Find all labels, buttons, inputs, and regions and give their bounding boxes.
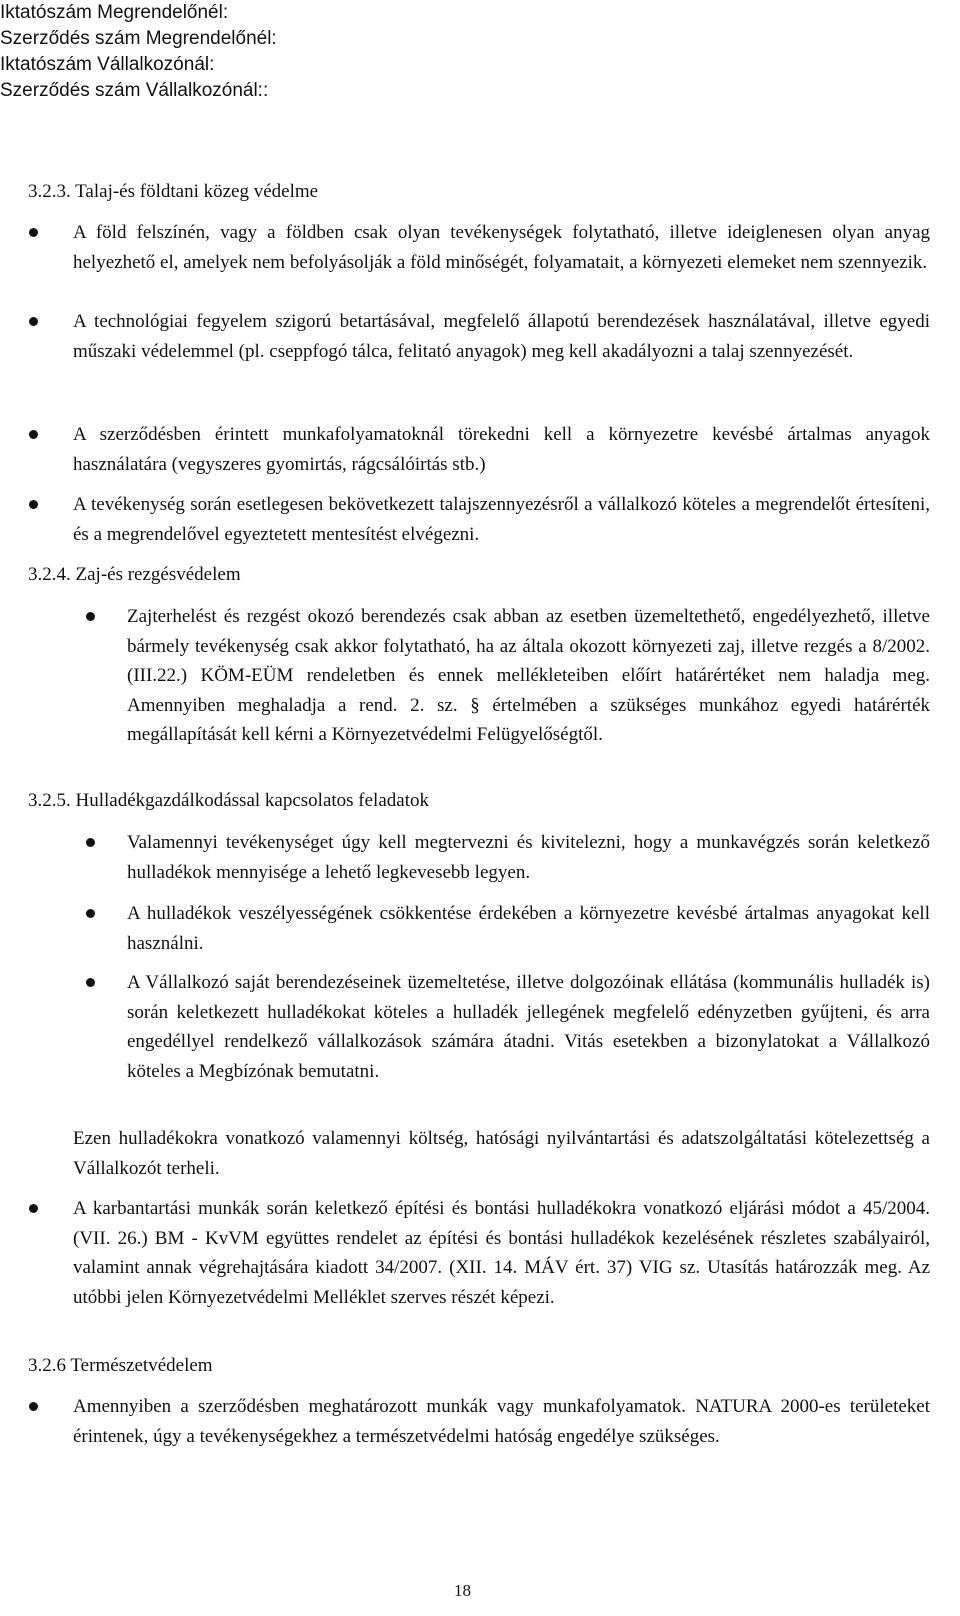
header-line: Iktatószám Megrendelőnél: xyxy=(0,2,229,23)
page-number: 18 xyxy=(454,1581,471,1600)
paragraph: Zajterhelést és rezgést okozó berendezés csak abban az esetben üzemeltethető, engedélyezhető, illetve bármely tevékenység csak akkor folytatható, ha az általa okozott környezeti zaj, illetve rezgés a 8/2002. (III.22.) KÖM-EÜM rendeletben és ennek mellékleteiben előírt határértéket nem haladja meg. Amennyiben meghaladja a rend. 2. sz. § értelmében a szükséges munkához egyedi határérték megállapítását kell kérni a Környezetvédelmi Felügyelőségtől. xyxy=(127,606,930,745)
paragraph: A hulladékok veszélyességének csökkentése érdekében a környezetre kevésbé ártalmas anyagokat kell használni. xyxy=(127,903,930,954)
paragraph: A tevékenység során esetlegesen bekövetkezett talajszennyezésről a vállalkozó köteles a megrendelőt értesíteni, és a megrendelővel egyeztetett mentesítést elvégezni. xyxy=(73,494,930,545)
paragraph: A föld felszínén, vagy a földben csak olyan tevékenységek folytatható, illetve ideiglenesen olyan anyag helyezhető el, amelyek nem befolyásolják a föld minőségét, folyamatait, a környezeti elemeket nem szennyezik. xyxy=(73,222,930,273)
registration-header xyxy=(0,0,277,104)
section-heading-3-2-5: 3.2.5. Hulladékgazdálkodással kapcsolatos feladatok xyxy=(28,790,429,811)
bullet-icon xyxy=(29,1204,38,1213)
bullet-icon xyxy=(86,612,95,621)
paragraph: Ezen hulladékokra vonatkozó valamennyi költség, hatósági nyilvántartási és adatszolgáltatási kötelezettség a Vállalkozót terheli. xyxy=(73,1128,930,1179)
bullet-icon xyxy=(86,978,95,987)
bullet-icon xyxy=(29,317,38,326)
bullet-icon xyxy=(29,228,38,237)
bullet-icon xyxy=(86,909,95,918)
section-heading-3-2-3: 3.2.3. Talaj-és földtani közeg védelme xyxy=(28,181,319,202)
paragraph: A Vállalkozó saját berendezéseinek üzemeltetése, illetve dolgozóinak ellátása (kommunális hulladék is) során keletkezett hulladékokat köteles a hulladék jellegének megfelelő edényzetben gyűjteni, és arra engedéllyel rendelkező vállalkozások számára átadni. Vitás esetekben a bizonylatokat a Vállalkozó köteles a Megbízónak bemutatni. xyxy=(127,972,930,1082)
header-line: Iktatószám Vállalkozónál: xyxy=(0,54,215,75)
section-heading-3-2-4: 3.2.4. Zaj-és rezgésvédelem xyxy=(28,564,241,585)
paragraph: A szerződésben érintett munkafolyamatoknál törekedni kell a környezetre kevésbé ártalmas anyagok használatára (vegyszeres gyomirtás, rágcsálóirtás stb.) xyxy=(73,424,930,475)
paragraph: Amennyiben a szerződésben meghatározott munkák vagy munkafolyamatok. NATURA 2000-es területeket érintenek, úgy a tevékenységekhez a természetvédelmi hatóság engedélye szükséges. xyxy=(73,1396,930,1447)
bullet-icon xyxy=(29,1402,38,1411)
bullet-icon xyxy=(86,838,95,847)
paragraph: A technológiai fegyelem szigorú betartásával, megfelelő állapotú berendezések használatával, illetve egyedi műszaki védelemmel (pl. cseppfogó tálca, felitató anyagok) meg kell akadályozni a talaj szennyezését. xyxy=(73,311,930,362)
section-heading-3-2-6: 3.2.6 Természetvédelem xyxy=(28,1355,213,1376)
header-line: Szerződés szám Megrendelőnél: xyxy=(0,28,277,49)
paragraph: A karbantartási munkák során keletkező építési és bontási hulladékokra vonatkozó eljárási módot a 45/2004. (VII. 26.) BM - KvVM együttes rendelet az építési és bontási hulladékok kezelésének részletes szabályairól, valamint annak végrehajtására kiadott 34/2007. (XII. 14. MÁV ért. 37) VIG sz. Utasítás határozzák meg. Az utóbbi jelen Környezetvédelmi Melléklet szerves részét képezi. xyxy=(73,1198,930,1308)
header-line: Szerződés szám Vállalkozónál:: xyxy=(0,80,269,101)
paragraph: Valamennyi tevékenységet úgy kell megtervezni és kivitelezni, hogy a munkavégzés során keletkező hulladékok mennyisége a lehető legkevesebb legyen. xyxy=(127,832,930,883)
bullet-icon xyxy=(29,430,38,439)
bullet-icon xyxy=(29,500,38,509)
